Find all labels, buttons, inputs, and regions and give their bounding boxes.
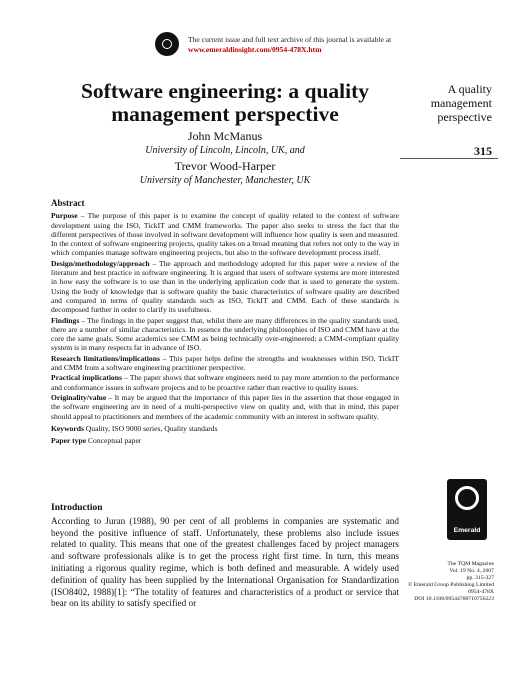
introduction-section: [51, 503, 399, 610]
paper-type: [51, 436, 399, 445]
journal-info-line: pp. 315-327: [466, 574, 494, 581]
introduction-paragraph: According to Juran (1988), 90 per cent of all problems in companies are systematic and beyond the positive influence of staff. Unfortunately, these problems also include issues related to quality. This means that one of the greatest challenges faced by project managers and software professionals alike is to get the process right first time. In turn, this means initiating a rigorous quality regime, which is both defined and measurable. A widely used definition of quality has been supplied by the International Organisation for Standardization (ISO8402, 1988)[1]: “The totality of features and characteristics of a product or service that bear on its ability to satisfy specified or: [51, 515, 399, 609]
journal-info-line: 0954-478X: [468, 588, 494, 595]
abstract-section-text: – The paper shows that software engineers need to pay more attention to the performance and conformance issues in software projects and to be proactive rather than reactive to quality issues.: [51, 373, 399, 392]
notice-text: The current issue and full text archive of this journal is available at: [188, 35, 392, 44]
abstract-practical-implications: [51, 373, 399, 392]
emerald-logo-icon: [447, 479, 487, 540]
abstract-section-label: Purpose: [51, 211, 78, 221]
abstract-section-text: – The findings in the paper suggest that, whilst there are many differences in the quality standards used, there are a number of similar characteristics. In essence the underlying philosophies of ISO and CMM have at the core the same goals. Some academics see CMM as being technically over-engineered; a CMM-compliant quality system is in many respects far in advance of ISO.: [51, 315, 399, 353]
paper-type-text: Conceptual paper: [86, 436, 142, 446]
abstract-section-label: Research limitations/implications: [51, 353, 160, 363]
abstract-section-label: Practical implications: [51, 373, 122, 383]
paper-type-label: Paper type: [51, 436, 87, 446]
abstract-originality: [51, 393, 399, 421]
abstract-design: [51, 259, 399, 315]
affiliation-1: University of Lincoln, Lincoln, UK, and: [145, 145, 305, 156]
journal-info-line: DOI 10.1108/09544780710756223: [414, 595, 494, 602]
journal-url-link[interactable]: www.emeraldinsight.com/0954-478X.htm: [188, 45, 322, 54]
author-2: Trevor Wood-Harper: [174, 159, 276, 173]
article-title: [40, 80, 410, 126]
keywords-text: Quality, ISO 9000 series, Quality standards: [83, 423, 218, 433]
abstract-section-text: – The purpose of this paper is to examine the concept of quality related to the context of software development using the ISO, TickIT and CMM frameworks. The paper also seeks to stress the fact that the different perspectives of those involved in software development will influence how quality is seen and measured. In the context of software engineering projects, quality takes on a broad meaning that refers not only to the way in which companies manage software engineering projects, but also to the software development process itself.: [51, 211, 399, 258]
emerald-logo-text: Emerald: [453, 527, 481, 534]
keywords-label: Keywords: [51, 423, 84, 433]
abstract-section-label: Originality/value: [51, 392, 107, 402]
emerald-ring-icon: [455, 486, 479, 510]
abstract: [51, 199, 399, 446]
archive-notice: [0, 31, 519, 61]
running-head-line: management: [430, 96, 492, 110]
article-title-line-2: management perspective: [111, 102, 339, 126]
abstract-purpose: [51, 211, 399, 257]
running-head-line: perspective: [437, 110, 492, 124]
running-head-line: A quality: [447, 82, 492, 96]
affiliation-2: University of Manchester, Manchester, UK: [139, 175, 311, 186]
abstract-heading: Abstract: [51, 198, 85, 208]
keywords: [51, 424, 399, 433]
introduction-heading: Introduction: [51, 503, 103, 513]
abstract-section-text: – This paper helps define the strengths and weaknesses within ISO, TickIT and CMM from a software engineering practitioner perspective.: [51, 353, 399, 373]
emerald-insight-logo-icon: [155, 32, 179, 56]
abstract-research-limitations: [51, 354, 399, 373]
abstract-section-label: Design/methodology/approach: [51, 258, 150, 268]
author-1: John McManus: [187, 129, 263, 143]
journal-info-line: The TQM Magazine: [447, 561, 494, 567]
page-number: 315: [474, 144, 492, 158]
journal-info-line: © Emerald Group Publishing Limited: [407, 581, 494, 588]
abstract-section-text: – It may be argued that the importance of this paper lies in the assertion that those engaged in the software engineering are in need of a multi-perspective view on quality and, with that in mind, this paper should appeal to practitioners and members of the academic community with an interest in software quality.: [51, 392, 399, 421]
running-head: [410, 82, 492, 124]
journal-citation: [395, 561, 494, 602]
abstract-section-label: Findings: [51, 315, 80, 325]
abstract-section-text: – The approach and methodology adopted for this paper were a review of the literature and best practice in software engineering. It is argued that users of software systems are more interested in how easy the software is to use than in the underlying application code that is used to generate the system. Using the body of knowledge that is software quality the basic characteristics of software quality are described and compared in terms of quality standards such as ISO, TickIT and CMM. Each of these standards is decomposed further in order to clarify its usefulness.: [51, 258, 399, 315]
sidebar-divider: [400, 158, 498, 159]
journal-info-line: Vol. 19 No. 4, 2007: [449, 567, 494, 574]
abstract-findings: [51, 316, 399, 353]
article-title-line-1: Software engineering: a quality: [80, 79, 370, 103]
